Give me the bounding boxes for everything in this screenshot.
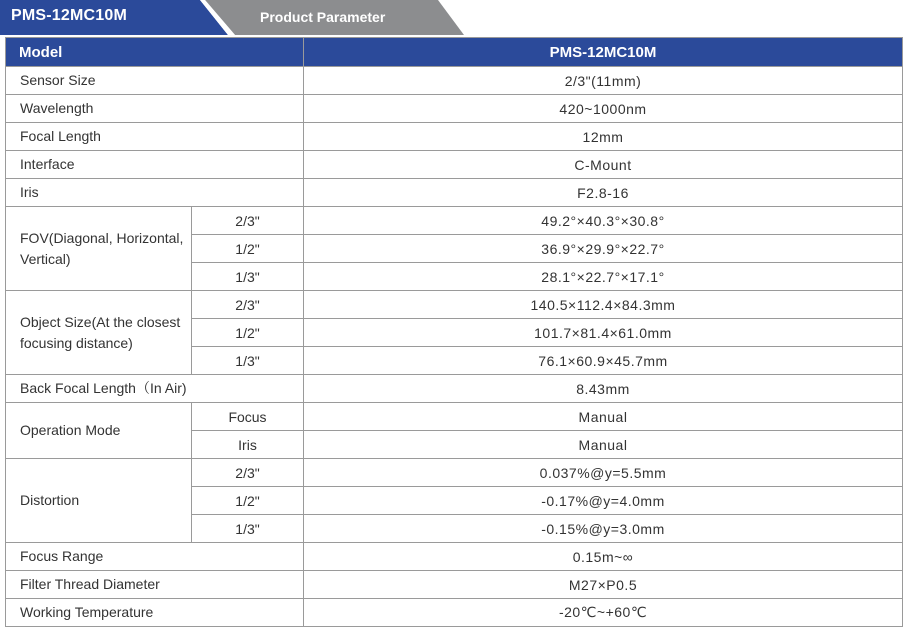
row-sub-label: 1/2" xyxy=(192,235,304,263)
table-row xyxy=(6,543,903,571)
row-value: 76.1×60.9×45.7mm xyxy=(304,347,903,375)
row-value: 0.037%@y=5.5mm xyxy=(304,459,903,487)
table-row xyxy=(6,151,903,179)
row-value: 49.2°×40.3°×30.8° xyxy=(304,207,903,235)
header-banner xyxy=(0,0,909,36)
row-value: 36.9°×29.9°×22.7° xyxy=(304,235,903,263)
row-label: Focus Range xyxy=(6,543,304,571)
row-sub-label: 1/3" xyxy=(192,263,304,291)
row-value: M27×P0.5 xyxy=(304,571,903,599)
parameter-table xyxy=(5,37,903,627)
table-row xyxy=(6,375,903,403)
row-label: Working Temperature xyxy=(6,599,304,627)
row-sub-label: 1/3" xyxy=(192,347,304,375)
row-value: 2/3"(11mm) xyxy=(304,67,903,95)
row-value: 8.43mm xyxy=(304,375,903,403)
table-row xyxy=(6,207,903,235)
row-label: Sensor Size xyxy=(6,67,304,95)
row-sub-label: 2/3" xyxy=(192,459,304,487)
header-model-label: Model xyxy=(6,38,304,67)
row-label: Operation Mode xyxy=(6,403,192,459)
table-row xyxy=(6,291,903,319)
row-sub-label: 1/2" xyxy=(192,487,304,515)
row-value: 420~1000nm xyxy=(304,95,903,123)
model-tab-label: PMS-12MC10M xyxy=(11,7,128,24)
row-value: -0.17%@y=4.0mm xyxy=(304,487,903,515)
row-sub-label: Iris xyxy=(192,431,304,459)
table-row xyxy=(6,123,903,151)
row-label: Wavelength xyxy=(6,95,304,123)
row-value: 12mm xyxy=(304,123,903,151)
table-row xyxy=(6,459,903,487)
row-value: 101.7×81.4×61.0mm xyxy=(304,319,903,347)
table-header-row xyxy=(6,38,903,67)
section-tab-label: Product Parameter xyxy=(260,9,386,25)
row-sub-label: 2/3" xyxy=(192,291,304,319)
table-row xyxy=(6,67,903,95)
row-sub-label: 1/3" xyxy=(192,515,304,543)
row-label: Iris xyxy=(6,179,304,207)
row-label: FOV(Diagonal, Horizontal, Vertical) xyxy=(6,207,192,291)
row-label: Object Size(At the closest focusing distance) xyxy=(6,291,192,375)
row-value: 0.15m~∞ xyxy=(304,543,903,571)
row-label: Distortion xyxy=(6,459,192,543)
row-value: -20℃~+60℃ xyxy=(304,599,903,627)
header-background xyxy=(0,0,909,36)
header-model-value: PMS-12MC10M xyxy=(304,38,903,67)
row-label: Interface xyxy=(6,151,304,179)
row-value: -0.15%@y=3.0mm xyxy=(304,515,903,543)
row-value: F2.8-16 xyxy=(304,179,903,207)
row-label: Back Focal Length（In Air) xyxy=(6,375,304,403)
table-row xyxy=(6,179,903,207)
table-row xyxy=(6,95,903,123)
table-row xyxy=(6,599,903,627)
table-row xyxy=(6,571,903,599)
row-sub-label: 2/3" xyxy=(192,207,304,235)
row-value: Manual xyxy=(304,403,903,431)
row-value: C-Mount xyxy=(304,151,903,179)
row-value: 28.1°×22.7°×17.1° xyxy=(304,263,903,291)
row-sub-label: 1/2" xyxy=(192,319,304,347)
table-row xyxy=(6,403,903,431)
row-label: Focal Length xyxy=(6,123,304,151)
row-value: Manual xyxy=(304,431,903,459)
row-value: 140.5×112.4×84.3mm xyxy=(304,291,903,319)
row-sub-label: Focus xyxy=(192,403,304,431)
row-label: Filter Thread Diameter xyxy=(6,571,304,599)
